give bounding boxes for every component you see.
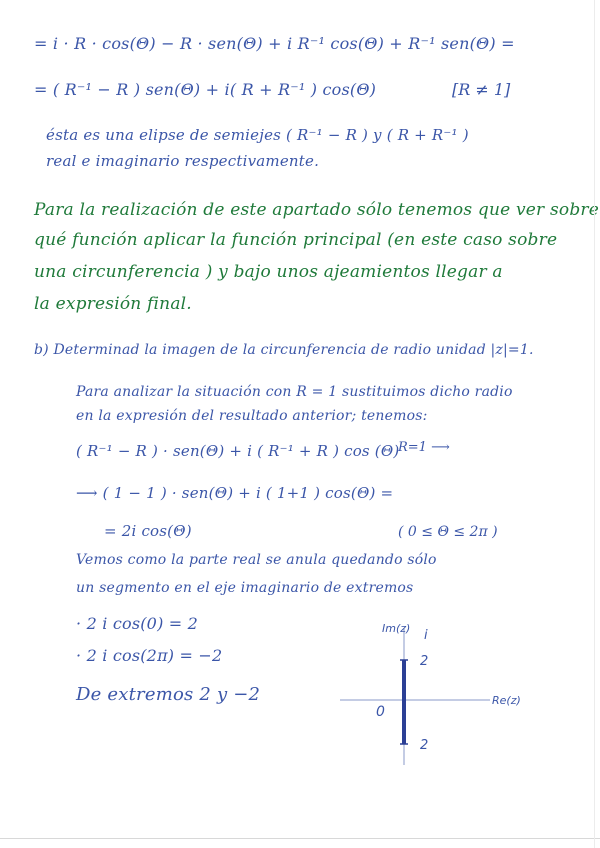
green-note-line-1: Para la realización de este apartado sólo tenemos que ver sobre [34,200,600,220]
page-right-edge [594,0,595,848]
green-note-line-2: qué función aplicar la función principal (en este caso sobre [34,230,558,250]
imaginary-axis-label: Im(z) [382,622,411,635]
equation-line-2: = ( R⁻¹ − R ) sen(Θ) + i( R + R⁻¹ ) cos(Θ) [34,80,377,99]
page-bottom-edge [0,838,600,839]
section-b-line-5: ⟶ ( 1 − 1 ) · sen(Θ) + i ( 1+1 ) cos(Θ) = [76,484,394,502]
real-axis-label: Re(z) [492,694,521,707]
bullet-endpoint-top: · 2 i cos(0) = 2 [76,614,199,633]
ellipse-text-line-2: real e imaginario respectivamente. [46,152,320,170]
imaginary-unit-label: i [424,628,428,643]
top-value-label: 2 [420,654,429,669]
section-b-line-2: Para analizar la situación con R = 1 sustituimos dicho radio [76,384,513,400]
section-b-line-6: = 2i cos(Θ) [104,522,192,540]
origin-label: 0 [376,704,385,720]
green-note-line-3: una circunferencia ) y bajo unos ajeamientos llegar a [34,262,503,282]
section-b-line-4: ( R⁻¹ − R ) · sen(Θ) + i ( R⁻¹ + R ) cos (Θ) [76,442,400,460]
imaginary-segment-diagram [340,620,540,770]
section-b-line-3: en la expresión del resultado anterior; tenemos: [76,408,428,424]
section-b-heading: b) Determinad la imagen de la circunferencia de radio unidad |z|=1. [34,342,534,358]
bullet-endpoint-bottom: · 2 i cos(2π) = −2 [76,646,223,665]
section-b-line-7: Vemos como la parte real se anula quedando sólo [76,552,437,568]
condition-note: [R ≠ 1] [452,80,511,99]
substitution-arrow: R=1 ⟶ [398,440,450,455]
extremes-conclusion: De extremos 2 y −2 [76,684,261,705]
ellipse-text-line-1: ésta es una elipse de semiejes ( R⁻¹ − R ) y ( R + R⁻¹ ) [46,126,469,144]
green-note-line-4: la expresión final. [34,294,192,314]
bottom-value-label: 2 [420,738,429,753]
equation-line-1: = i · R · cos(Θ) − R · sen(Θ) + i R⁻¹ cos(Θ) + R⁻¹ sen(Θ) = [34,34,515,53]
section-b-line-8: un segmento en el eje imaginario de extremos [76,580,414,596]
theta-range: ( 0 ≤ Θ ≤ 2π ) [398,524,498,540]
